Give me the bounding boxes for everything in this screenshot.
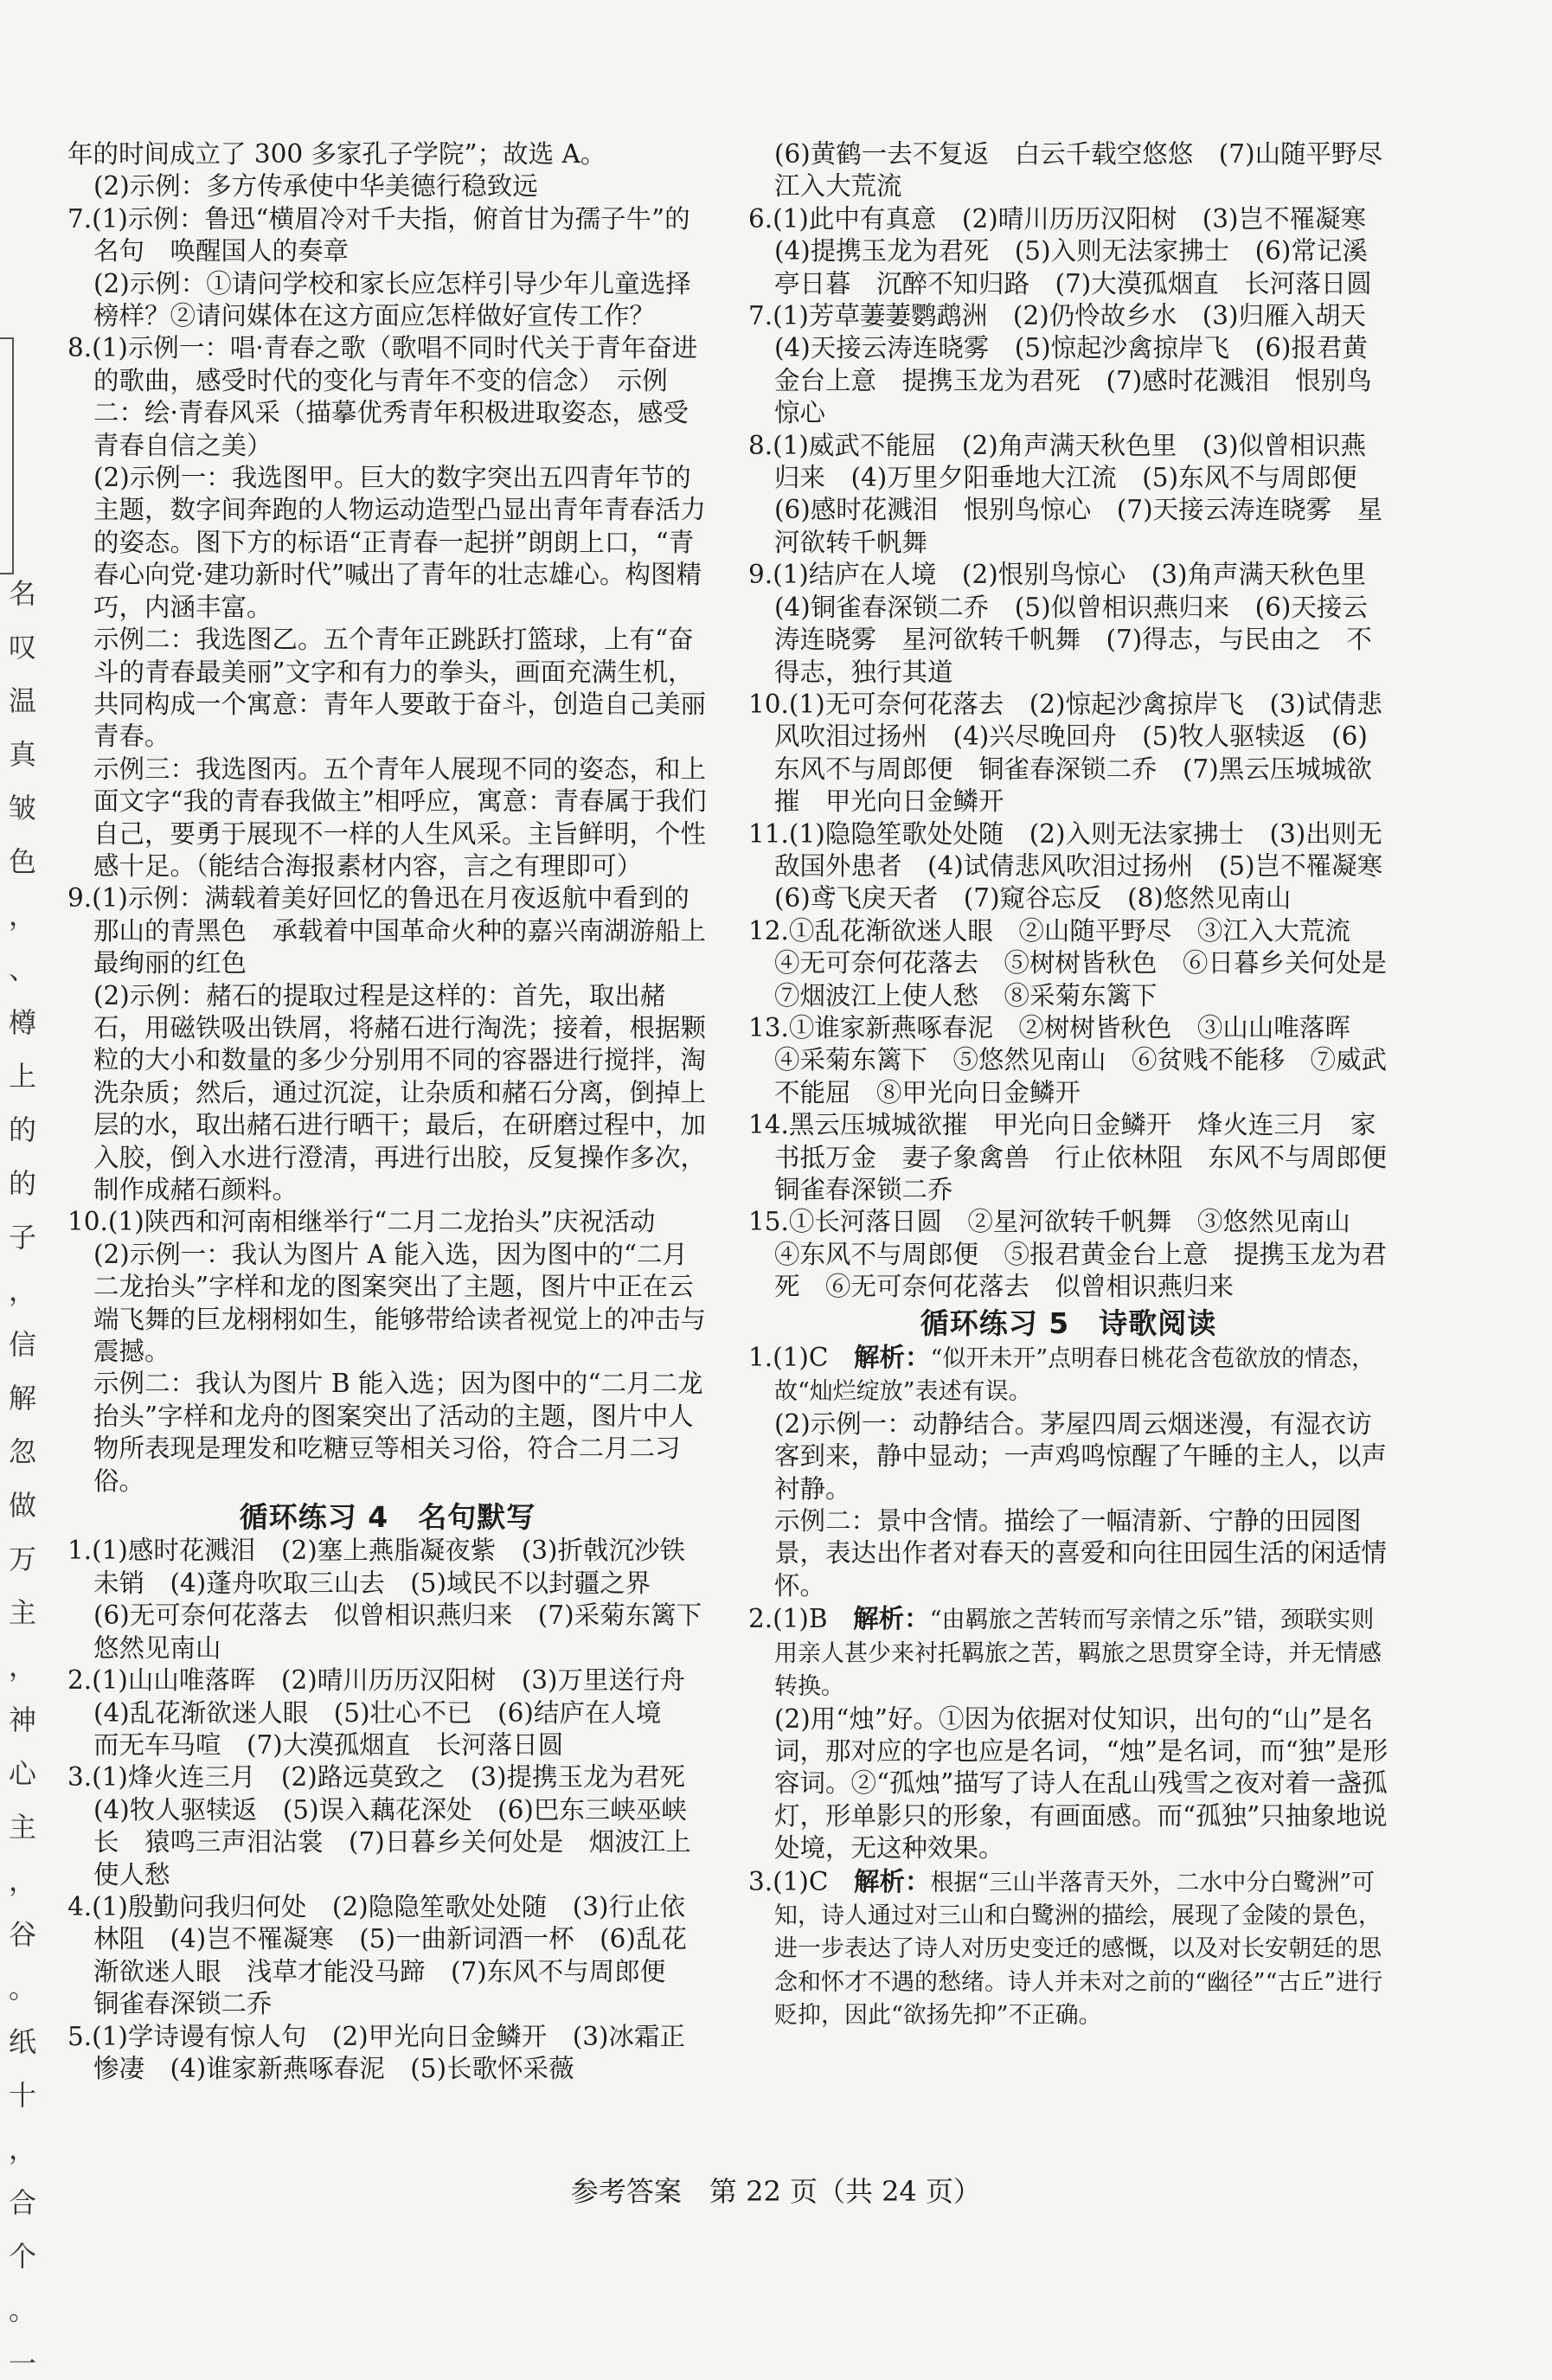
analysis-item — [748, 1703, 1388, 1865]
paragraph: 12.①乱花渐欲迷人眼 ②山随平野尽 ③江入大荒流 ④无可奈何花落去 ⑤树树皆秋色 ⑥日暮乡关何处是 ⑦烟波江上使人愁 ⑧采菊东篱下 — [748, 915, 1413, 1010]
margin-glyph: ， — [9, 1650, 37, 1683]
analysis-item — [748, 1341, 1388, 1408]
margin-glyph: 谷 — [9, 1918, 37, 1951]
section-heading-4: 循环练习 4 名句默写 — [239, 1500, 536, 1535]
paragraph: 5.(1)学诗谩有惊人句 (2)甲光向日金鳞开 (3)冰霜正惨凄 (4)谁家新燕啄春泥 (5)长歌怀采薇 — [67, 2021, 686, 2083]
analysis-item — [748, 1602, 1388, 1703]
margin-glyph: 真 — [9, 738, 37, 771]
analysis-text: “似开未开”点明春日桃花含苞欲放的情态，故“灿烂绽放”表述有误。 — [774, 1345, 1376, 1406]
analysis-text: 根据“三山半落青天外，二水中分白鹭洲”可知，诗人通过对三山和白鹭洲的描绘，展现了金陵的景色，进一步表达了诗人对历史变迁的感慨，以及对长安朝廷的思念和怀才不遇的愁绪。诗人并未对之前的“幽径”“古丘”进行贬抑，因此“欲扬先抑”不正确。 — [774, 1869, 1383, 2030]
analysis-item — [748, 1408, 1388, 1505]
paragraph: (2)示例：①请问学校和家长应怎样引导少年儿童选择榜样？②请问媒体在这方面应怎样做好宣传工作？ — [93, 268, 691, 331]
paragraph: (2)示例一：我认为图片 A 能入选，因为图中的“二月二龙抬头”字样和龙的图案突出了主题，图片中正在云端飞舞的巨龙栩栩如生，能够带给读者视觉上的冲击与震撼。 — [93, 1239, 707, 1367]
margin-glyph: 心 — [9, 1757, 37, 1790]
item-number: 3.(1)C — [748, 1866, 855, 1896]
margin-glyph: 主 — [9, 1596, 37, 1629]
analysis-item — [748, 1505, 1388, 1602]
paragraph: 1.(1)感时花溅泪 (2)塞上燕脂凝夜紫 (3)折戟沉沙铁未销 (4)蓬舟吹取三山去 (5)域民不以封疆之界 (6)无可奈何花落去 似曾相识燕归来 (7)采菊东篱下 悠然见南山 — [67, 1536, 728, 1663]
margin-glyph: 忽 — [9, 1435, 37, 1468]
analysis-text: 示例二：景中含情。描绘了一幅清新、宁静的田园图景，表达出作者对春天的喜爱和向往田园生活的闲适情怀。 — [774, 1506, 1388, 1601]
margin-glyph: 叹 — [9, 631, 37, 664]
paragraph: 示例三：我选图丙。五个青年人展现不同的姿态，和上面文字“我的青春我做主”相呼应，寓意：青春属于我们自己，要勇于展现不一样的人生风采。主旨鲜明，个性感十足。（能结合海报素材内容，言之有理即可） — [93, 754, 707, 881]
margin-glyph: 纸 — [9, 2025, 37, 2058]
margin-glyph: 子 — [9, 1221, 37, 1254]
margin-glyph: 做 — [9, 1489, 37, 1522]
paragraph: 示例二：我认为图片 B 能入选；因为图中的“二月二龙抬头”字样和龙舟的图案突出了活动的主题，图片中人物所表现是理发和吃糖豆等相关习俗，符合二月二习俗。 — [93, 1369, 703, 1496]
analysis-label: 解析： — [854, 1342, 931, 1373]
paragraph: 8.(1)威武不能屈 (2)角声满天秋色里 (3)似曾相识燕归来 (4)万里夕阳垂地大江流 (5)东风不与周郎便 (6)感时花溅泪 恨别鸟惊心 (7)天接云涛连晓雾 星河欲转千帆舞 — [748, 430, 1383, 557]
margin-glyph: 温 — [9, 684, 37, 717]
margin-glyph: 上 — [9, 1060, 37, 1093]
paragraph: 11.(1)隐隐笙歌处处随 (2)入则无法家拂士 (3)出则无敌国外患者 (4)试倩悲风吹泪过扬州 (5)岂不罹凝寒 (6)鸢飞戾天者 (7)窥谷忘反 (8)悠然见南山 — [748, 818, 1408, 914]
paragraph: 7.(1)示例：鲁迅“横眉冷对千夫指，俯首甘为孺子牛”的名句 唤醒国人的奏章 — [67, 203, 690, 266]
item-number: 2.(1)B — [748, 1604, 854, 1634]
margin-glyph: ， — [9, 2133, 37, 2165]
paragraph: 4.(1)殷勤问我归何处 (2)隐隐笙歌处处随 (3)行止依林阻 (4)岂不罹凝寒 (5)一曲新词酒一杯 (6)乱花渐欲迷人眼 浅草才能没马蹄 (7)东风不与周郎便 铜雀春深锁二乔 — [67, 1891, 691, 2019]
paragraph: 9.(1)示例：满载着美好回忆的鲁迅在月夜返航中看到的那山的青黑色 承载着中国革命火种的嘉兴南湖游船上最绚丽的红色 — [67, 883, 707, 978]
paragraph: 3.(1)烽火连三月 (2)路远莫致之 (3)提携玉龙为君死 (4)牧人驱犊返 (5)误入藕花深处 (6)巴东三峡巫峡长 猿鸣三声泪沾裳 (7)日暮乡关何处是 烟波江上使人愁 — [67, 1762, 711, 1889]
margin-box-line — [0, 337, 14, 574]
analysis-text: (2)示例一：动静结合。茅屋四周云烟迷漫，有湿衣访客到来，静中显动；一声鸡鸣惊醒了午睡的主人，以声衬静。 — [774, 1408, 1388, 1504]
paragraph: (2)示例：多方传承使中华美德行稳致远 — [93, 171, 538, 202]
section-heading-5: 循环练习 5 诗歌阅读 — [920, 1305, 1217, 1340]
paragraph: 9.(1)结庐在人境 (2)恨别鸟惊心 (3)角声满天秋色里 (4)铜雀春深锁二乔 (5)似曾相识燕归来 (6)天接云涛连晓雾 星河欲转千帆舞 (7)得志，与民由之 不得志，独行其道 — [748, 560, 1392, 687]
paragraph: (6)黄鹤一去不复返 白云千载空悠悠 (7)山随平野尽 江入大荒流 — [774, 139, 1408, 202]
paragraph: 8.(1)示例一：唱·青春之歌（歌唱不同时代关于青年奋进的歌曲，感受时代的变化与青年不变的信念） 示例二：绘·青春风采（描摹优秀青年积极进取姿态，感受青春自信之美） — [67, 333, 698, 460]
analysis-label: 解析： — [854, 1865, 931, 1896]
left-column — [67, 138, 728, 2085]
margin-glyph: 。 — [9, 2293, 37, 2326]
item-number: 1.(1)C — [748, 1343, 855, 1373]
margin-glyph: 主 — [9, 1811, 37, 1844]
paragraph: 10.(1)陕西和河南相继举行“二月二龙抬头”庆祝活动 — [67, 1207, 656, 1237]
analysis-text: (2)用“烛”好。①因为依据对仗知识，出句的“山”是名词，那对应的字也应是名词，“烛”是名词，而“独”是形容词。②“孤烛”描写了诗人在乱山残雪之夜对着一盏孤灯，形单影只的形象，有画面感。而“孤独”只抽象地说处境，无这种效果。 — [774, 1703, 1388, 1864]
left-margin-bleed — [0, 130, 52, 2380]
margin-glyph: 神 — [9, 1703, 37, 1736]
paragraph: 10.(1)无可奈何花落去 (2)惊起沙禽掠岸飞 (3)试倩悲风吹泪过扬州 (4)兴尽晚回舟 (5)牧人驱犊返 (6)东风不与周郎便 铜雀春深锁二乔 (7)黑云压城城欲摧 甲光向日金鳞开 — [748, 689, 1382, 817]
margin-glyph: 万 — [9, 1543, 37, 1575]
margin-glyph: 个 — [9, 2240, 37, 2273]
paragraph: (2)示例一：我选图甲。巨大的数字突出五四青年节的主题，数字间奔跑的人物运动造型凸显出青年青春活力的姿态。图下方的标语“正青春一起拼”朗朗上口，“青春心向党·建功新时代”喊出了青年的壮志雄心。构图精巧，内涵丰富。 — [93, 463, 707, 622]
paragraph: 年的时间成立了 300 多家孔子学院”；故选 A。 — [67, 139, 606, 169]
margin-glyph: 十 — [9, 2079, 37, 2112]
margin-glyph: 色 — [9, 845, 37, 878]
paragraph: 15.①长河落日圆 ②星河欲转千帆舞 ③悠然见南山 ④东风不与周郎便 ⑤报君黄金台上意 提携玉龙为君死 ⑥无可奈何花落去 似曾相识燕归来 — [748, 1207, 1388, 1302]
margin-glyph: 的 — [9, 1167, 37, 1200]
paragraph: 13.①谁家新燕啄春泥 ②树树皆秋色 ③山山唯落晖 ④采菊东篱下 ⑤悠然见南山 ⑥贫贱不能移 ⑦威武不能屈 ⑧甲光向日金鳞开 — [748, 1012, 1388, 1107]
paragraph: 6.(1)此中有真意 (2)晴川历历汉阳树 (3)岂不罹凝寒 (4)提携玉龙为君死 (5)入则无法家拂士 (6)常记溪亭日暮 沉醉不知归路 (7)大漠孤烟直 长河落日圆 — [748, 203, 1392, 298]
margin-glyph: 、 — [9, 953, 37, 985]
margin-glyph: 一 — [9, 2347, 37, 2380]
margin-glyph: ， — [9, 1864, 37, 1897]
analysis-item — [748, 1865, 1388, 2032]
margin-glyph: 名 — [9, 577, 37, 610]
paragraph: 2.(1)山山唯落晖 (2)晴川历历汉阳树 (3)万里送行舟 (4)乱花渐欲迷人眼 (5)壮心不已 (6)结庐在人境 而无车马喧 (7)大漠孤烟直 长河落日圆 — [67, 1665, 711, 1760]
analysis-text: “由羁旅之苦转而写亲情之乐”错，颈联实则用亲人甚少来衬托羁旅之苦，羁旅之思贯穿全诗，并无情感转换。 — [774, 1607, 1382, 1701]
analysis-label: 解析： — [853, 1603, 930, 1634]
paragraph: 示例二：我选图乙。五个青年正跳跃打篮球，上有“奋斗的青春最美丽”文字和有力的拳头，画面充满生机，共同构成一个寓意：青年人要敢于奋斗，创造自己美丽青春。 — [93, 625, 707, 752]
margin-glyph: 。 — [9, 1972, 37, 2005]
margin-glyph: 合 — [9, 2186, 37, 2219]
margin-glyph: 解 — [9, 1382, 37, 1415]
margin-glyph: ， — [9, 1274, 37, 1307]
margin-glyph: 樽 — [9, 1006, 37, 1039]
paragraph: 14.黑云压城城欲摧 甲光向日金鳞开 烽火连三月 家书抵万金 妻子象禽兽 行止依林阻 东风不与周郎便 铜雀春深锁二乔 — [748, 1110, 1413, 1204]
paragraph: (2)示例：赭石的提取过程是这样的：首先，取出赭石，用磁铁吸出铁屑，将赭石进行淘洗；接着，根据颗粒的大小和数量的多少分别用不同的容器进行搅拌，淘洗杂质；然后，通过沉淀，让杂质和赭石分离，倒掉上层的水，取出赭石进行晒干；最后，在研磨过程中，加入胶，倒入水进行澄清，再进行出胶，反复操作多次，制作成赭石颜料。 — [93, 980, 707, 1204]
page-footer: 参考答案 第 22 页（共 24 页） — [570, 2175, 982, 2208]
right-column — [748, 138, 1413, 2032]
paragraph: 7.(1)芳草萋萋鹦鹉洲 (2)仍怜故乡水 (3)归雁入胡天 (4)天接云涛连晓雾 (5)惊起沙禽掠岸飞 (6)报君黄金台上意 提携玉龙为君死 (7)感时花溅泪 恨别鸟惊心 — [748, 301, 1392, 428]
margin-glyph: 的 — [9, 1113, 37, 1146]
margin-glyph: 信 — [9, 1328, 37, 1361]
margin-glyph: ， — [9, 899, 37, 932]
margin-glyph: 皱 — [9, 792, 37, 824]
